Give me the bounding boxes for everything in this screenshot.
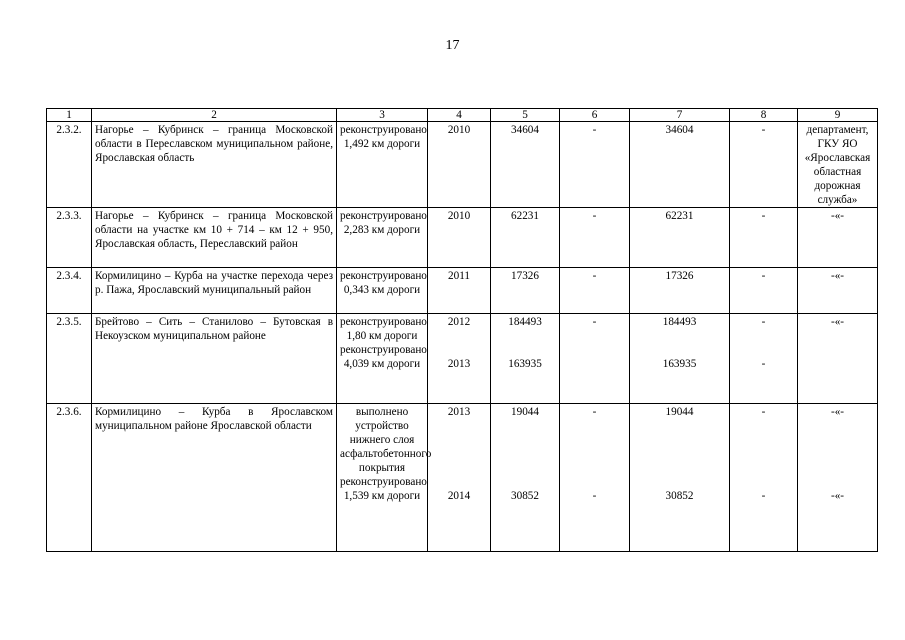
amount-col8: - bbox=[730, 268, 798, 314]
responsible: департамент, ГКУ ЯО «Ярославская областная дорожная служба» bbox=[798, 122, 878, 208]
year: 2013 bbox=[447, 358, 471, 370]
year: 2010 bbox=[428, 208, 491, 268]
year: 2010 bbox=[428, 122, 491, 208]
responsible: -«- bbox=[798, 208, 878, 268]
amount-col8: - bbox=[761, 358, 766, 370]
table-row bbox=[47, 208, 878, 268]
column-header: 1 bbox=[47, 109, 92, 122]
work-description: реконструировано 1,80 км дороги bbox=[340, 316, 427, 342]
amount-col6: - bbox=[592, 490, 597, 502]
amount-col7: 62231 bbox=[630, 208, 730, 268]
amount-col6: - bbox=[560, 268, 630, 314]
amount-col6: - bbox=[592, 316, 597, 328]
work-description: реконструировано 1,539 км дороги bbox=[340, 476, 427, 502]
road-name: Брейтово – Сить – Станилово – Бутовская в Некоузском муниципальном районе bbox=[92, 314, 337, 404]
column-header: 3 bbox=[337, 109, 428, 122]
year: 2013 bbox=[447, 406, 471, 418]
row-number: 2.3.2. bbox=[47, 122, 92, 208]
year: 2011 bbox=[428, 268, 491, 314]
table-row bbox=[47, 314, 878, 404]
responsible: -«- bbox=[830, 406, 845, 418]
amount-col7: 30852 bbox=[665, 490, 694, 502]
roads-table bbox=[46, 108, 878, 552]
amount-col7: 34604 bbox=[630, 122, 730, 208]
amount-col6: - bbox=[560, 122, 630, 208]
year: 2014 bbox=[447, 490, 471, 502]
work-description: реконструировано 1,492 км дороги bbox=[337, 122, 428, 208]
road-name: Кормилицино – Курба в Ярославском муниципальном районе Ярославской области bbox=[92, 404, 337, 552]
table-row bbox=[47, 268, 878, 314]
amount-col6: - bbox=[560, 208, 630, 268]
header-row bbox=[47, 109, 878, 122]
year: 2012 bbox=[447, 316, 471, 328]
column-header: 2 bbox=[92, 109, 337, 122]
work-description: реконструировано 2,283 км дороги bbox=[337, 208, 428, 268]
road-name: Кормилицино – Курба на участке перехода через р. Пажа, Ярославский муниципальный район bbox=[92, 268, 337, 314]
amount-col6: - bbox=[592, 406, 597, 418]
amount-col8: - bbox=[761, 406, 766, 418]
amount-col7: 163935 bbox=[662, 358, 697, 370]
amount-col5: 184493 bbox=[508, 316, 542, 328]
work-description: реконструировано 0,343 км дороги bbox=[337, 268, 428, 314]
column-header: 8 bbox=[730, 109, 798, 122]
amount-col7: 184493 bbox=[662, 316, 697, 328]
responsible: -«- bbox=[798, 268, 878, 314]
column-header: 4 bbox=[428, 109, 491, 122]
amount-col5: 163935 bbox=[508, 358, 542, 370]
table-row bbox=[47, 122, 878, 208]
page-number: 17 bbox=[445, 38, 460, 53]
row-number: 2.3.3. bbox=[47, 208, 92, 268]
amount-col8: - bbox=[761, 490, 766, 502]
amount-col7: 17326 bbox=[630, 268, 730, 314]
amount-col5: 17326 bbox=[491, 268, 560, 314]
column-header: 9 bbox=[798, 109, 878, 122]
row-number: 2.3.5. bbox=[47, 314, 92, 404]
row-number: 2.3.6. bbox=[47, 404, 92, 552]
table-row bbox=[47, 404, 878, 552]
row-number: 2.3.4. bbox=[47, 268, 92, 314]
amount-col5: 19044 bbox=[511, 406, 539, 418]
amount-col5: 34604 bbox=[491, 122, 560, 208]
work-description: реконструировано 4,039 км дороги bbox=[340, 344, 427, 370]
road-name: Нагорье – Кубринск – граница Московской области в Переславском муниципальном районе, Ярославская область bbox=[92, 122, 337, 208]
amount-col8: - bbox=[761, 316, 766, 328]
responsible: -«- bbox=[798, 314, 878, 404]
responsible: -«- bbox=[830, 490, 845, 502]
amount-col5: 30852 bbox=[511, 490, 539, 502]
column-header: 7 bbox=[630, 109, 730, 122]
amount-col8: - bbox=[730, 122, 798, 208]
column-header: 6 bbox=[560, 109, 630, 122]
amount-col8: - bbox=[730, 208, 798, 268]
column-header: 5 bbox=[491, 109, 560, 122]
work-description: выполнено устройство нижнего слоя асфальтобетонного покрытия bbox=[340, 406, 432, 474]
amount-col7: 19044 bbox=[665, 406, 694, 418]
amount-col5: 62231 bbox=[491, 208, 560, 268]
road-name: Нагорье – Кубринск – граница Московской области на участке км 10 + 714 – км 12 + 950, Ярославская область, Переславский район bbox=[92, 208, 337, 268]
